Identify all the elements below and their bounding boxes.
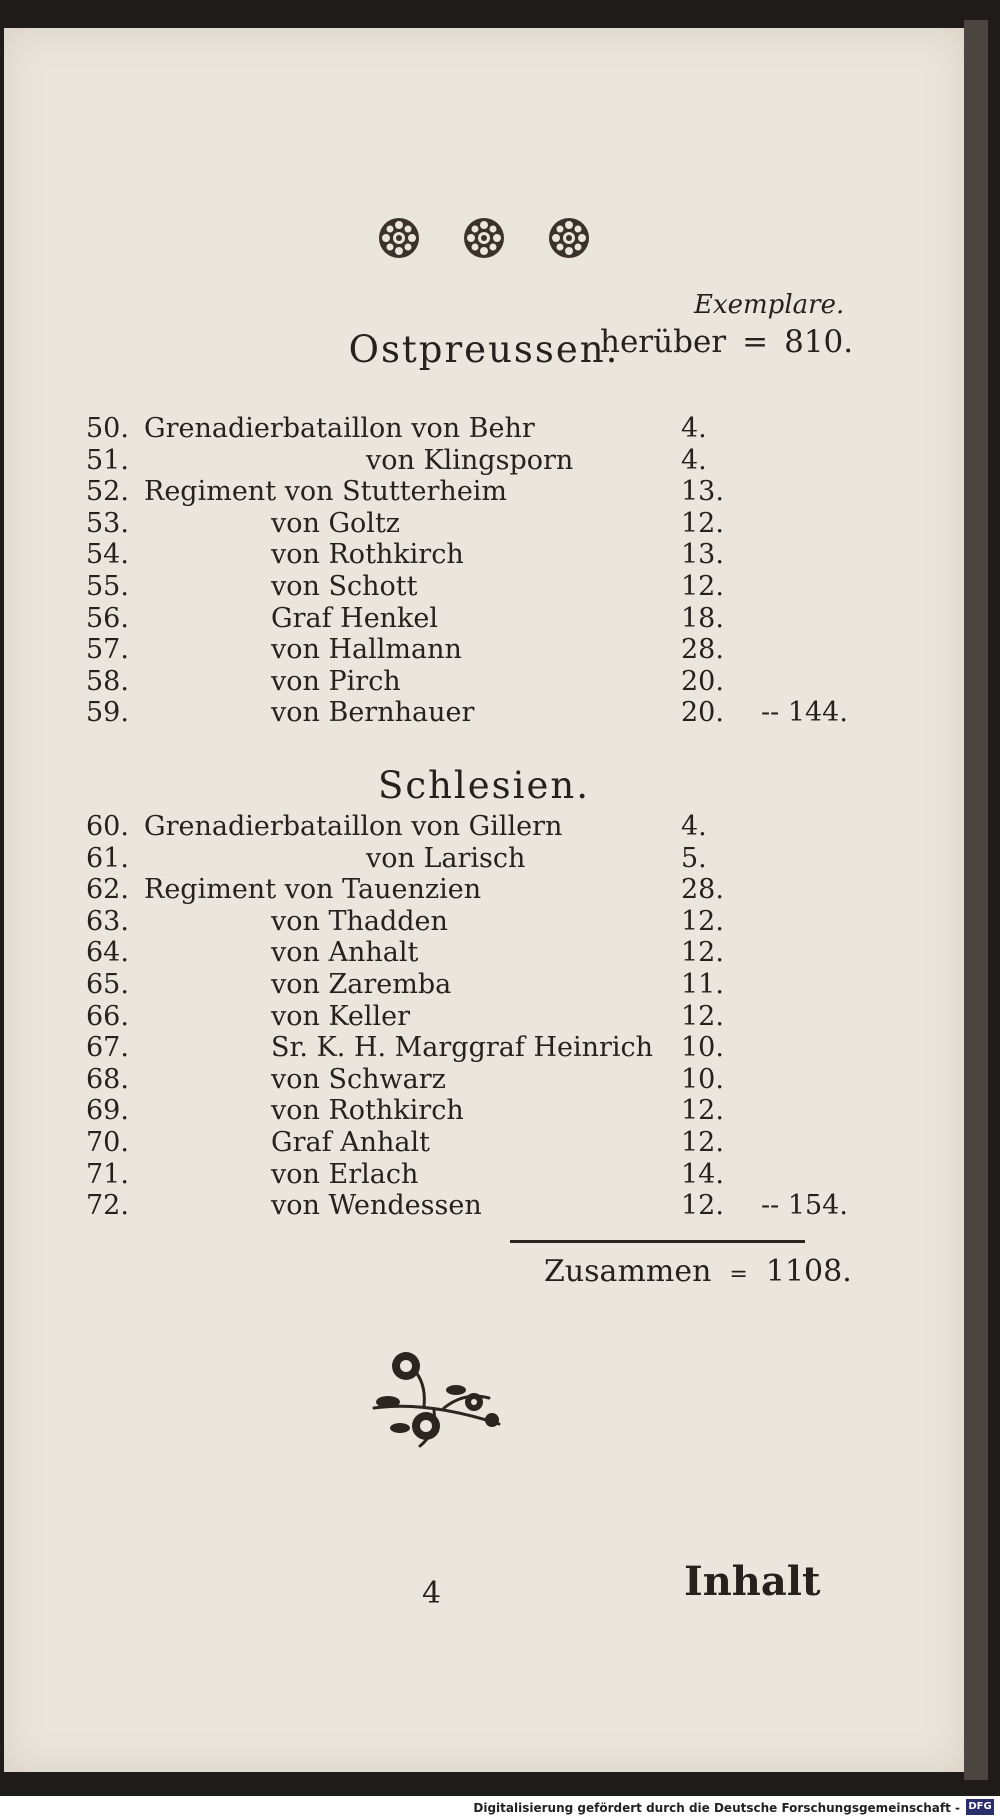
list-row <box>86 697 848 731</box>
list-row <box>86 666 806 700</box>
catchword: Inhalt <box>684 1558 821 1605</box>
column-header: Exemplare. <box>694 290 845 320</box>
copies-value: 12. <box>681 1000 724 1032</box>
row-number: 69. <box>86 1095 129 1127</box>
row-number: 72. <box>86 1190 129 1222</box>
list-row <box>86 937 806 971</box>
carry-mark: = <box>742 324 769 360</box>
list-row <box>86 634 806 668</box>
regiment-name: Grenadierbataillon von Behr <box>144 413 535 444</box>
regiment-name: Sr. K. H. Marggraf Heinrich <box>271 1032 654 1064</box>
regiment-name: von Keller <box>271 1000 411 1032</box>
rosette-ornament-icon <box>462 216 506 260</box>
row-number: 50. <box>86 413 129 444</box>
copies-value: 11. <box>681 969 724 1000</box>
row-number: 66. <box>86 1000 129 1032</box>
copies-value: 12. <box>681 571 724 602</box>
row-number: 52. <box>86 476 129 508</box>
row-number: 70. <box>86 1127 129 1158</box>
scanned-page <box>4 28 964 1772</box>
carry-label: herüber <box>600 324 727 360</box>
total-mark: = <box>729 1262 748 1287</box>
copies-value: 5. <box>681 842 707 874</box>
section-title: Ostpreussen. <box>348 328 620 371</box>
list-row <box>86 571 806 605</box>
regiment-name: von Schwarz <box>271 1063 446 1095</box>
total-label: Zusammen <box>544 1254 712 1289</box>
regiment-name: von Wendessen <box>271 1190 482 1222</box>
row-number: 51. <box>86 444 129 476</box>
list-row <box>86 1001 806 1035</box>
total-value: 1108. <box>765 1254 852 1289</box>
carry-value: 810. <box>784 324 854 360</box>
regiment-name: von Larisch <box>366 842 526 874</box>
page-number: 4 <box>422 1576 442 1611</box>
regiment-name: von Thadden <box>271 905 448 937</box>
copies-value: 12. <box>681 1095 724 1127</box>
list-row <box>86 1032 806 1066</box>
list-row <box>86 1127 806 1161</box>
copies-value: 4. <box>681 811 707 842</box>
total-rule <box>510 1240 805 1243</box>
regiment-name: Grenadierbataillon von Gillern <box>144 811 563 842</box>
copies-value: 12. <box>681 1127 724 1158</box>
row-number: 71. <box>86 1158 129 1190</box>
list-row <box>86 445 806 479</box>
copies-value: 13. <box>681 539 724 571</box>
row-number: 55. <box>86 571 129 602</box>
list-row <box>86 539 806 573</box>
list-row <box>86 811 806 845</box>
list-row <box>86 843 806 877</box>
regiment-name: von Klingsporn <box>366 444 574 476</box>
copies-value: 10. <box>681 1063 724 1095</box>
row-number: 54. <box>86 539 129 571</box>
dfg-logo: DFG <box>966 1799 994 1815</box>
regiment-name: Graf Henkel <box>271 602 439 634</box>
list-row <box>86 603 806 637</box>
list-row <box>86 906 806 940</box>
regiment-name: von Zaremba <box>271 969 452 1000</box>
row-number: 61. <box>86 842 129 874</box>
regiment-name: Regiment von Stutterheim <box>144 476 508 508</box>
floral-vignette-icon <box>364 1346 514 1456</box>
regiment-name: Regiment von Tauenzien <box>144 874 482 906</box>
regiment-name: von Pirch <box>271 665 401 697</box>
row-number: 58. <box>86 665 129 697</box>
rosette-ornament-icon <box>547 216 591 260</box>
copies-value: 20. <box>681 665 724 697</box>
copies-value: 12. <box>681 1190 724 1222</box>
row-number: 57. <box>86 634 129 666</box>
row-number: 53. <box>86 507 129 539</box>
list-row <box>86 476 806 510</box>
regiment-name: von Goltz <box>271 507 401 539</box>
copies-value: 12. <box>681 937 724 969</box>
list-row <box>86 1095 806 1129</box>
row-number: 60. <box>86 811 129 842</box>
list-row <box>86 1159 806 1193</box>
regiment-name: von Rothkirch <box>271 1095 464 1127</box>
copies-value: 13. <box>681 476 724 508</box>
row-number: 56. <box>86 602 129 634</box>
list-row <box>86 508 806 542</box>
row-number: 64. <box>86 937 129 969</box>
rosette-ornament-icon <box>377 216 421 260</box>
grand-total <box>544 1254 852 1289</box>
book-edge <box>964 20 988 1780</box>
row-number: 65. <box>86 969 129 1000</box>
regiment-name: von Bernhauer <box>271 697 475 729</box>
copies-value: 12. <box>681 507 724 539</box>
copies-value: 10. <box>681 1032 724 1064</box>
copies-value: 20. <box>681 697 724 729</box>
regiment-name: von Erlach <box>271 1158 419 1190</box>
copies-value: 28. <box>681 634 724 666</box>
list-row <box>86 969 806 1003</box>
footer-credit: Digitalisierung gefördert durch die Deutsche Forschungsgemeinschaft - <box>473 1801 960 1815</box>
copies-value: 12. <box>681 905 724 937</box>
section-subtotal: -- 144. <box>761 697 848 729</box>
row-number: 63. <box>86 905 129 937</box>
copies-value: 14. <box>681 1158 724 1190</box>
list-row <box>86 1064 806 1098</box>
regiment-name: von Hallmann <box>271 634 462 666</box>
ornament-row <box>4 216 964 260</box>
list-row <box>86 1190 848 1224</box>
copies-value: 18. <box>681 602 724 634</box>
regiment-name: von Schott <box>271 571 418 602</box>
row-number: 68. <box>86 1063 129 1095</box>
footer-bar <box>0 1796 1000 1820</box>
row-number: 59. <box>86 697 129 729</box>
section-subtotal: -- 154. <box>761 1190 848 1222</box>
regiment-name: von Rothkirch <box>271 539 464 571</box>
regiment-name: Graf Anhalt <box>271 1127 431 1158</box>
list-row <box>86 413 806 447</box>
section-title: Schlesien. <box>378 764 590 807</box>
copies-value: 4. <box>681 444 707 476</box>
copies-value: 28. <box>681 874 724 906</box>
list-row <box>86 874 806 908</box>
row-number: 62. <box>86 874 129 906</box>
row-number: 67. <box>86 1032 129 1064</box>
copies-value: 4. <box>681 413 707 444</box>
regiment-name: von Anhalt <box>271 937 419 969</box>
